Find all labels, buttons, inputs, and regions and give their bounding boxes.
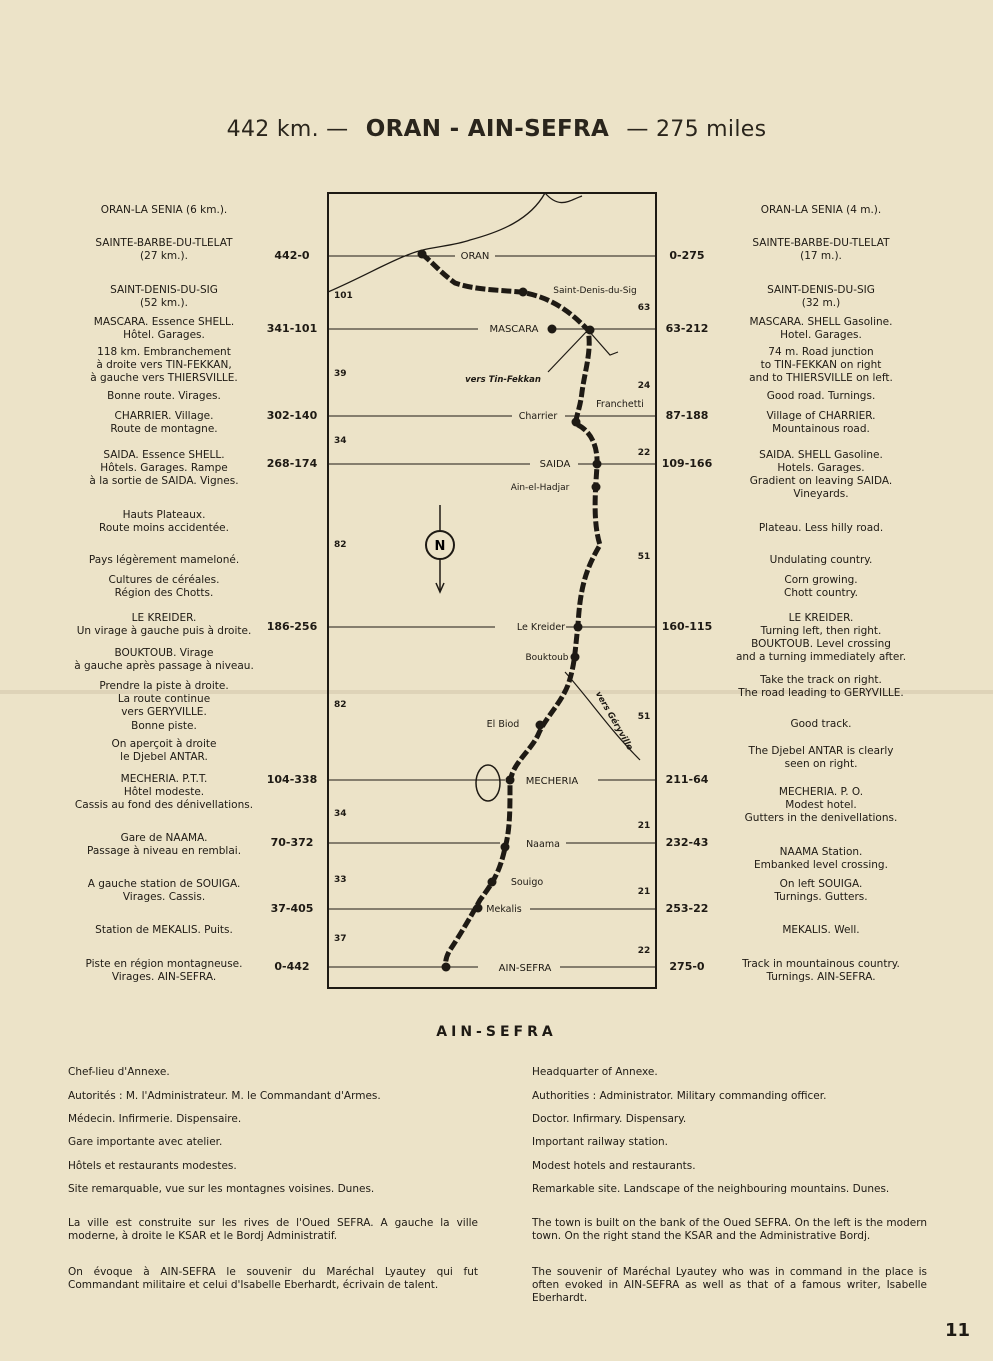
english-note-line: Turnings. AIN-SEFRA. [766,971,876,983]
french-note-line: Prendre la piste à droite. [99,680,229,692]
english-note-line: Track in mountainous country. [742,958,900,970]
french-note-line: Bonne piste. [131,720,197,732]
title-miles: — 275 miles [626,117,767,142]
french-note-line: Piste en région montagneuse. [85,958,243,970]
english-note-line: BOUKTOUB. Level crossing [751,638,891,650]
info-fr-paragraph: Chef-lieu d'Annexe. [68,1066,170,1078]
french-note-line: Route moins accidentée. [99,522,229,534]
town-dot [536,721,545,730]
miles-marker: 0-275 [669,249,705,262]
english-note-line: Vineyards. [793,488,849,500]
town-dot [474,904,483,913]
french-note-line: Hôtel. Garages. [123,329,205,341]
english-note-line: Corn growing. [784,574,858,586]
french-note-line: Route de montagne. [110,423,218,435]
segment-km: 39 [334,369,347,379]
french-note-line: à gauche après passage à niveau. [74,660,254,672]
english-note-line: NAAMA Station. [779,846,863,858]
segment-miles: 21 [637,887,651,897]
french-note-line: (52 km.). [140,297,188,309]
english-note-line: MASCARA. SHELL Gasoline. [749,316,893,328]
english-note-line: Hotel. Garages. [780,329,862,341]
page-number: 11 [945,1320,971,1341]
title-km: 442 km. — [226,117,349,142]
place-label: Ain-el-Hadjar [510,483,570,493]
place-label: Bouktoub [525,653,569,663]
segment-distances [334,291,650,956]
place-label: El Biod [486,719,520,730]
place-label: Naama [526,839,560,850]
miles-marker: 211-64 [665,773,709,786]
english-note-line: ORAN-LA SENIA (4 m.). [760,204,882,216]
french-note-line: à la sortie de SAIDA. Vignes. [89,475,239,487]
french-note-line: Passage à niveau en remblai. [86,845,242,857]
info-fr-paragraph: On évoque à AIN-SEFRA le souvenir du Maréchal Lyautey qui fut Commandant militaire et celui d'Isabelle Eberhardt, écrivain de talent. [68,1266,478,1291]
km-marker: 37-405 [270,902,314,915]
french-note-line: LE KREIDER. [131,612,197,624]
info-en-paragraph: Modest hotels and restaurants. [532,1160,696,1172]
english-note-line: Turning left, then right. [760,625,882,637]
place-label: Franchetti [596,399,644,410]
miles-marker: 253-22 [665,902,709,915]
english-note-line: Plateau. Less hilly road. [758,522,884,534]
title-route: ORAN - AIN-SEFRA [365,116,610,142]
english-note-line: On left SOUIGA. [779,878,863,890]
segment-miles: 22 [637,946,651,956]
info-en-paragraph: Authorities : Administrator. Military commanding officer. [532,1090,827,1102]
english-note-line: to TIN-FEKKAN on right [760,359,882,371]
segment-km: 82 [334,540,347,550]
segment-km: 34 [334,809,347,819]
french-note-line: Hôtels. Garages. Rampe [100,462,228,474]
english-note-line: MEKALIS. Well. [782,924,860,936]
place-label: MASCARA [489,324,539,335]
english-note-line: SAINTE-BARBE-DU-TLELAT [752,237,890,249]
km-marker: 186-256 [266,620,318,633]
town-dot [442,963,451,972]
french-note-line: à droite vers TIN-FEKKAN, [96,359,232,371]
town-dot [586,326,595,335]
english-note-line: Gutters in the denivellations. [744,812,898,824]
segment-km: 101 [334,291,353,301]
french-note-line: Station de MEKALIS. Puits. [95,924,233,936]
french-note-line: On aperçoit à droite [111,738,217,750]
segment-miles: 24 [637,381,651,391]
info-en-paragraph: The town is built on the bank of the Oued SEFRA. On the left is the modern town. On the right stand the KSAR and the Administrative Bordj. [532,1217,927,1242]
towns [418,250,602,972]
map-frame [328,193,656,988]
miles-marker: 109-166 [661,457,713,470]
english-note-line: The Djebel ANTAR is clearly [748,745,894,757]
info-fr-paragraph: Médecin. Infirmerie. Dispensaire. [68,1113,242,1125]
french-note-line: MECHERIA. P.T.T. [120,773,208,785]
info-en-paragraph: Important railway station. [532,1136,669,1148]
miles-marker: 232-43 [665,836,709,849]
distance-lines [328,256,656,967]
english-note-line: 74 m. Road junction [768,346,874,358]
miles-marker: 63-212 [665,322,709,335]
english-note-line: Gradient on leaving SAIDA. [749,475,893,487]
french-note-line: SAINTE-BARBE-DU-TLELAT [95,237,233,249]
town-dot [593,460,602,469]
info-fr-paragraph: Autorités : M. l'Administrateur. M. le Commandant d'Armes. [68,1090,381,1102]
french-note-line: Cultures de céréales. [108,574,220,586]
french-note-line: Virages. AIN-SEFRA. [111,971,217,983]
french-note-line: BOUKTOUB. Virage [114,647,214,659]
info-fr-paragraph: Gare importante avec atelier. [68,1136,223,1148]
map-labels [461,251,644,974]
place-label: Charrier [518,411,558,422]
french-note-line: SAINT-DENIS-DU-SIG [110,284,218,296]
town-dot [418,250,427,259]
segment-km: 33 [334,875,347,885]
town-dot [488,878,497,887]
french-note-line: Pays légèrement mameloné. [88,554,240,566]
french-note-line: Virages. Cassis. [122,891,206,903]
segment-miles: 22 [637,448,651,458]
town-dot [574,623,583,632]
english-note-line: The road leading to GERYVILLE. [738,687,904,699]
french-note-line: Bonne route. Virages. [107,390,221,402]
segment-miles: 51 [637,552,651,562]
route-line [422,254,600,970]
french-note-line: Région des Chotts. [114,587,214,599]
km-marker: 302-140 [266,409,318,422]
english-note-line: Chott country. [784,587,858,599]
info-en-paragraph: Doctor. Infirmary. Dispensary. [532,1113,687,1125]
town-dot [519,288,528,297]
town-dot [506,776,515,785]
english-note-line: Hotels. Garages. [777,462,865,474]
town-dot [548,325,557,334]
english-note-line: and to THIERSVILLE on left. [749,372,893,384]
section-title: AIN-SEFRA [436,1024,557,1040]
english-note-line: Undulating country. [769,554,873,566]
segment-km: 82 [334,700,347,710]
english-note-line: Mountainous road. [772,423,870,435]
place-label: AIN-SEFRA [498,963,552,974]
place-label: Saint-Denis-du-Sig [553,286,637,296]
english-note-line: seen on right. [784,758,858,770]
info-en-paragraph: Remarkable site. Landscape of the neighbouring mountains. Dunes. [532,1183,890,1195]
miles-marker: 160-115 [661,620,713,633]
km-marker: 70-372 [270,836,314,849]
place-label: ORAN [460,251,490,262]
french-note-line: vers GERYVILLE. [121,706,207,718]
english-note-line: and a turning immediately after. [735,651,907,663]
english-note-line: SAINT-DENIS-DU-SIG [767,284,875,296]
place-label: vers Géryville [592,689,635,753]
place-label: Mekalis [486,904,522,915]
segment-miles: 63 [637,303,651,313]
place-label: Le Kreider [516,622,566,633]
info-fr-paragraph: La ville est construite sur les rives de l'Oued SEFRA. A gauche la ville moderne, à droite le KSAR et le Bordj Administratif. [68,1217,478,1242]
km-marker: 268-174 [266,457,318,470]
segment-km: 37 [334,934,347,944]
branch-thiersville [548,330,588,372]
french-note-line: (27 km.). [140,250,188,262]
coastline [328,193,582,292]
english-note-line: Take the track on right. [760,674,882,686]
segment-miles: 51 [637,712,651,722]
town-dot [571,653,580,662]
place-label: vers Tin-Fekkan [465,375,541,385]
info-fr-paragraph: Hôtels et restaurants modestes. [68,1160,237,1172]
english-note-line: (32 m.) [801,297,841,309]
french-note-line: Gare de NAAMA. [120,832,208,844]
town-dot [572,418,581,427]
km-marker: 0-442 [274,960,310,973]
english-note-line: Modest hotel. [785,799,857,811]
french-note-line: Hauts Plateaux. [122,509,206,521]
french-note-line: CHARRIER. Village. [114,410,214,422]
town-dot [501,843,510,852]
english-note-line: SAIDA. SHELL Gasoline. [759,449,883,461]
french-note-line: SAIDA. Essence SHELL. [103,449,225,461]
miles-marker: 87-188 [665,409,709,422]
french-note-line: Hôtel modeste. [123,786,205,798]
english-note-line: Embanked level crossing. [754,859,888,871]
french-note-line: A gauche station de SOUIGA. [87,878,241,890]
place-label: MECHERIA [525,776,579,787]
english-note-line: Good track. [790,718,852,730]
branch-tin-fekkan [588,330,618,355]
segment-miles: 21 [637,821,651,831]
french-note-line: Un virage à gauche puis à droite. [76,625,252,637]
english-note-line: (17 m.). [800,250,842,262]
french-note-line: ORAN-LA SENIA (6 km.). [100,204,228,216]
place-label: SAIDA [539,459,571,470]
km-marker: 442-0 [274,249,310,262]
french-note-line: à gauche vers THIERSVILLE. [90,372,238,384]
english-note-line: Village of CHARRIER. [766,410,876,422]
miles-marker: 275-0 [669,960,705,973]
km-marker: 341-101 [266,322,318,335]
info-fr-paragraph: Site remarquable, vue sur les montagnes voisines. Dunes. [68,1183,375,1195]
english-note-line: Turnings. Gutters. [774,891,868,903]
french-note-line: La route continue [117,693,211,705]
north-arrow-label: N [434,539,446,554]
french-note-line: MASCARA. Essence SHELL. [93,316,235,328]
english-note-line: LE KREIDER. [788,612,854,624]
djebel-antar [476,765,500,801]
french-note-line: Cassis au fond des dénivellations. [74,799,254,811]
french-note-line: 118 km. Embranchement [97,346,231,358]
info-en-paragraph: The souvenir of Maréchal Lyautey who was in command in the place is often evoked in AIN-SEFRA as well as that of a famous writer, Isabelle Eberhardt. [532,1266,927,1304]
segment-km: 34 [334,436,347,446]
english-note-line: MECHERIA. P. O. [778,786,864,798]
english-note-line: Good road. Turnings. [766,390,876,402]
info-en-paragraph: Headquarter of Annexe. [532,1066,658,1078]
town-dot [592,483,601,492]
place-label: Souigo [510,877,544,888]
km-marker: 104-338 [266,773,318,786]
french-note-line: le Djebel ANTAR. [120,751,208,763]
